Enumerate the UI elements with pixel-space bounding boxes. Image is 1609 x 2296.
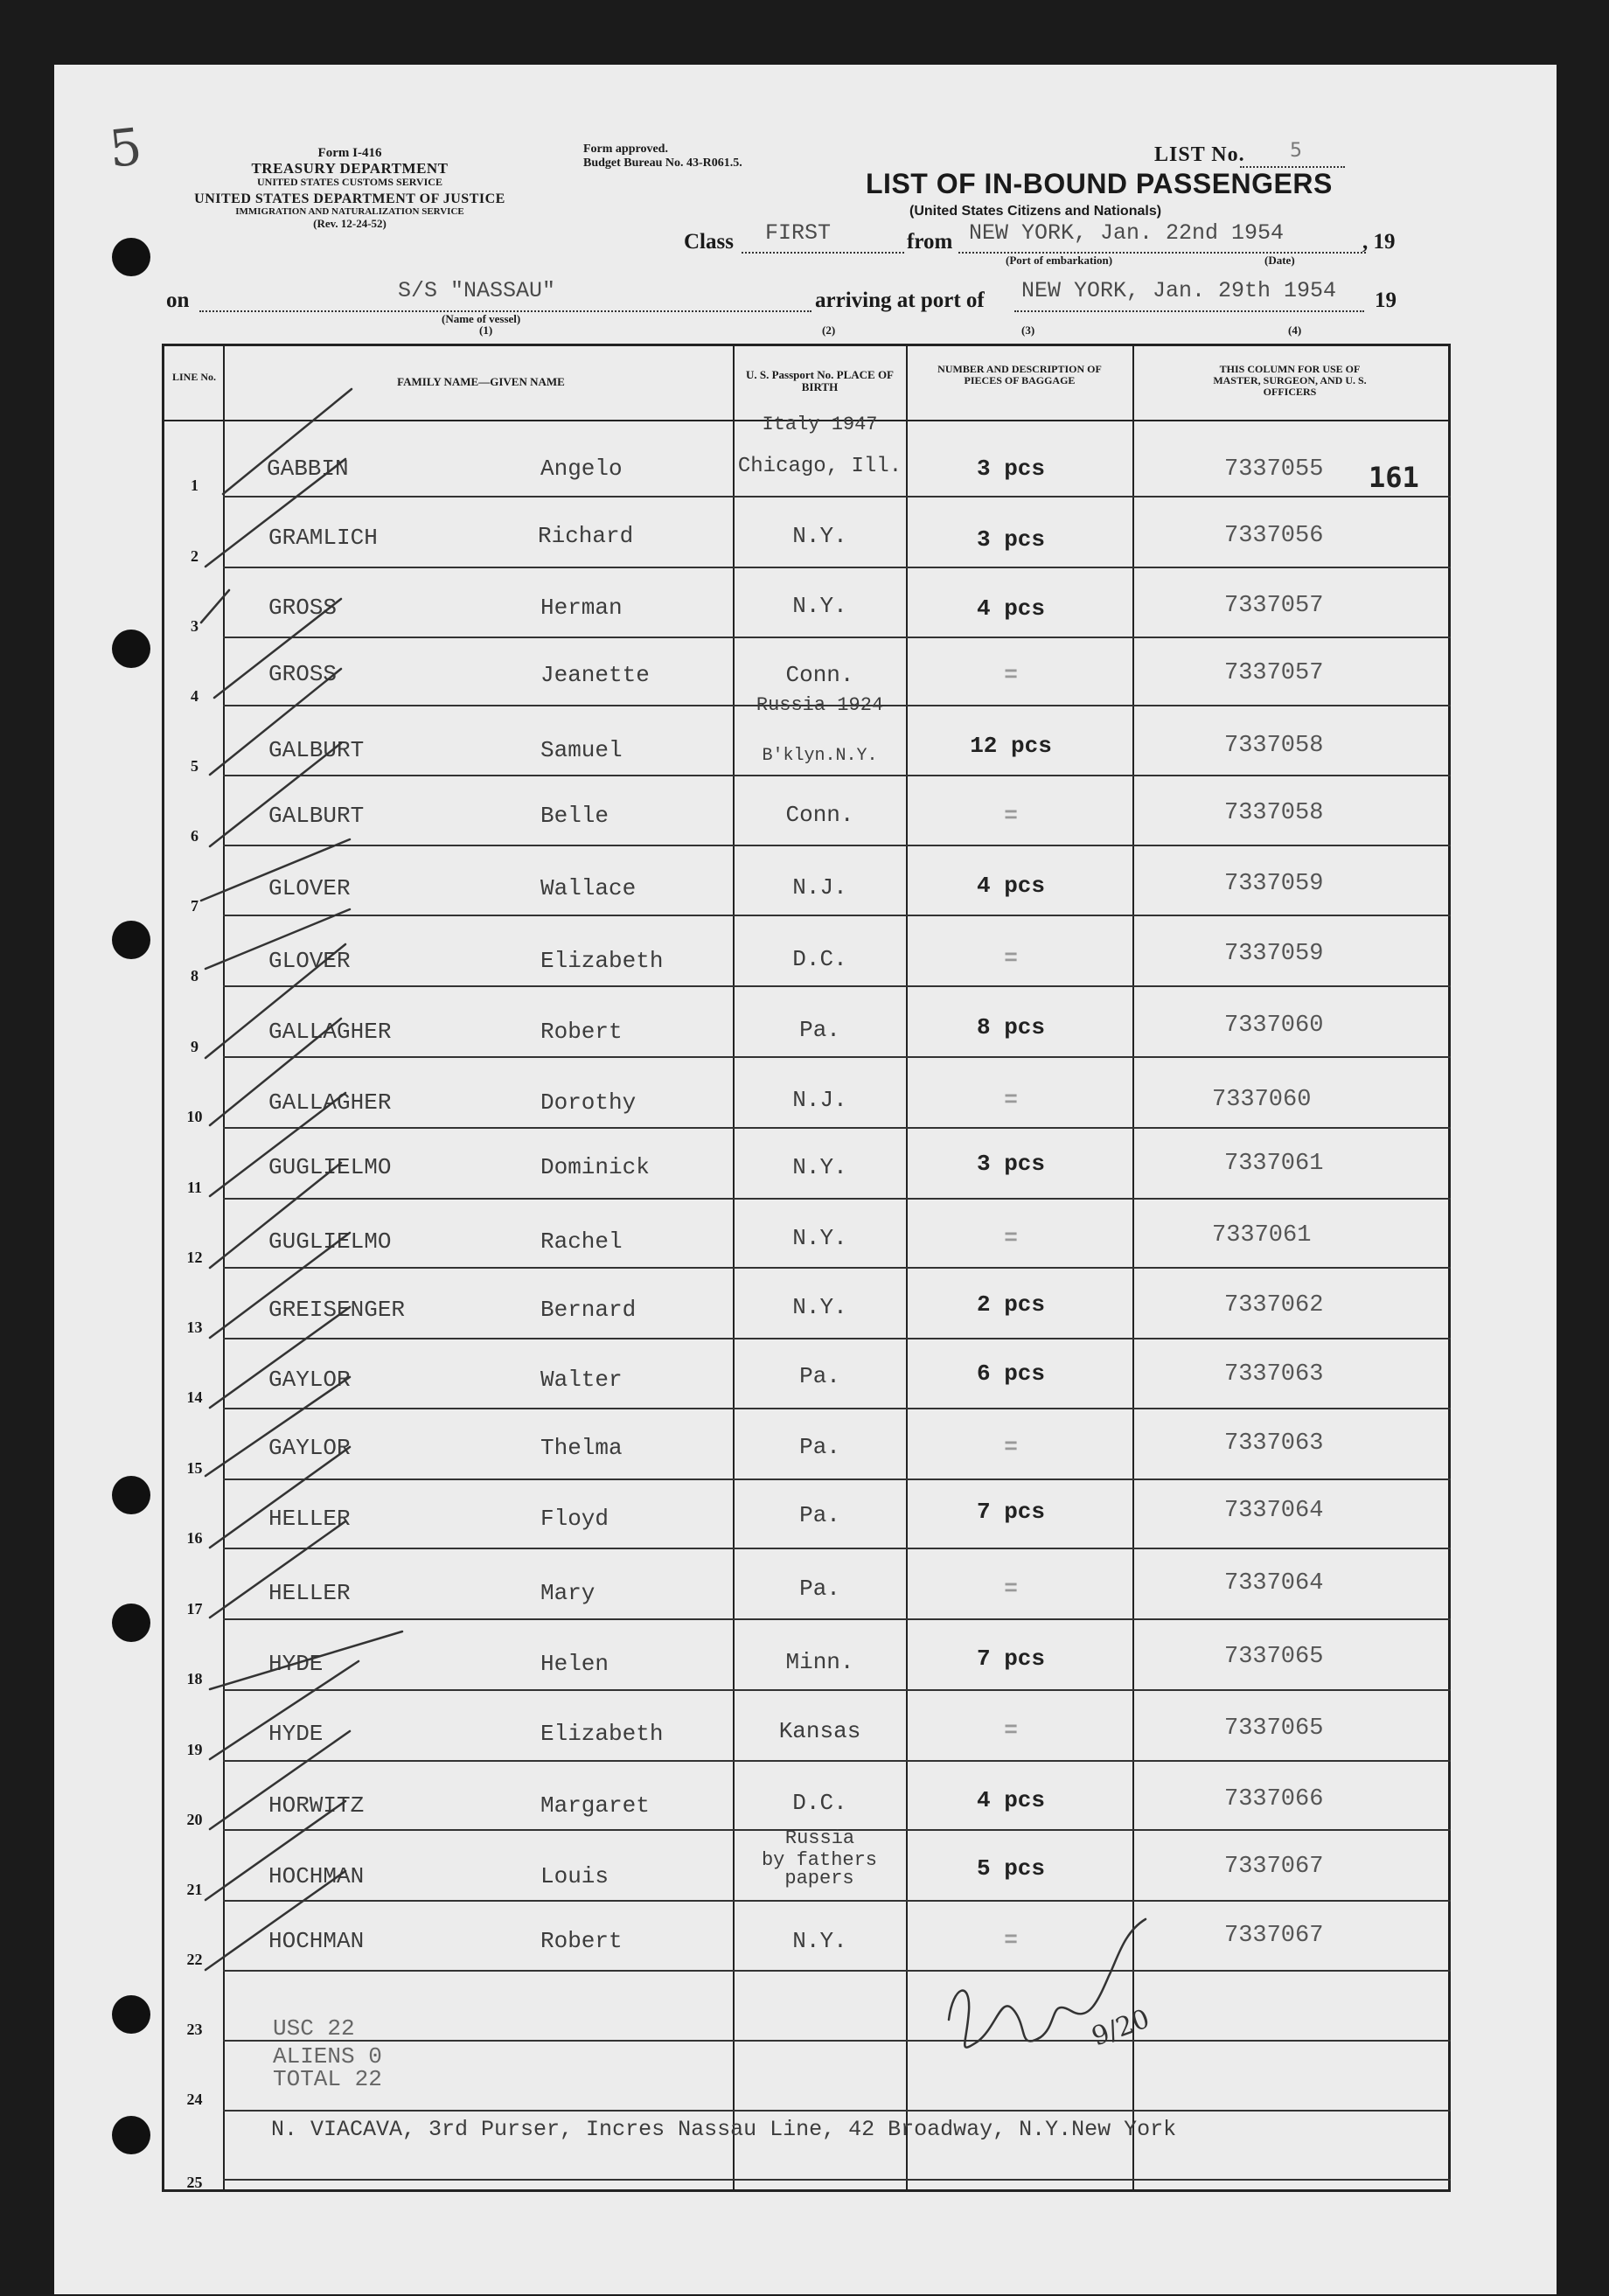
baggage: = [1004,1717,1018,1743]
line-number: 9 [191,1038,199,1055]
embarkation-value: NEW YORK, Jan. 22nd 1954 [969,220,1285,246]
baggage: 6 pcs [976,1360,1045,1387]
customs-service: UNITED STATES CUSTOMS SERVICE [257,175,442,188]
year-suffix-2: 19 [1375,289,1397,312]
line-number: 22 [186,1951,203,1968]
baggage: 5 pcs [976,1855,1045,1882]
given-name: Jeanette [540,662,650,688]
given-name: Herman [540,595,623,621]
birth-note: Russia [784,1827,855,1849]
row-rule [223,496,1451,497]
officer-code: 7337057 [1224,593,1324,619]
officer-code: 7337061 [1224,1151,1324,1177]
row-rule [223,1900,1451,1902]
given-name: Wallace [540,875,637,901]
on-label: on [166,289,190,312]
family-name: GRAMLICH [268,525,378,551]
birth-place: D.C. [792,946,847,972]
line-number: 13 [186,1318,203,1336]
given-name: Helen [540,1651,609,1677]
line-number: 5 [191,757,199,775]
vessel-caption: (Name of vessel) [442,312,521,325]
line-number: 4 [191,687,199,705]
line-number: 23 [186,2021,203,2038]
family-name: HOCHMAN [268,1928,365,1954]
row-rule [223,1338,1451,1339]
family-name: GROSS [268,661,338,687]
row-rule [223,1478,1451,1480]
punch-hole [112,1604,150,1642]
line-number: 3 [191,617,199,635]
baggage: = [1004,1434,1018,1460]
row-rule [223,775,1451,776]
col-header-passport: U. S. Passport No. PLACE OF BIRTH [745,368,894,394]
given-name: Richard [538,523,634,549]
given-name: Angelo [540,456,623,482]
baggage: 2 pcs [976,1291,1045,1318]
vessel-name: S/S "NASSAU" [398,278,556,303]
row-rule [223,915,1451,916]
birth-place: N.Y. [792,1154,847,1180]
row-rule [223,2040,1451,2042]
row-rule [223,1408,1451,1409]
officer-code: 7337062 [1224,1292,1324,1318]
birth-place: N.Y. [792,593,847,619]
row-rule [223,1689,1451,1691]
immigration-service: IMMIGRATION AND NATURALIZATION SERVICE [235,205,464,217]
officer-code: 7337065 [1224,1644,1324,1670]
family-name: HYDE [268,1721,324,1747]
officer-code: 7337064 [1224,1498,1324,1524]
baggage: = [1004,1576,1018,1602]
row-rule [223,1970,1451,1972]
class-value: FIRST [765,220,832,246]
form-subtitle: (United States Citizens and Nationals) [909,204,1162,219]
form-approval [583,143,742,170]
family-name: GALBURT [268,803,365,829]
family-name: GALLAGHER [268,1089,392,1116]
officer-code: 7337058 [1224,800,1324,826]
baggage: = [1004,945,1018,971]
column-number-4: (4) [1288,324,1302,337]
baggage: 3 pcs [976,456,1045,482]
family-name: GROSS [268,595,338,621]
birth-place: Chicago, Ill. [737,455,902,478]
given-name: Elizabeth [540,948,664,974]
line-number: 7 [191,897,199,915]
row-rule [223,1056,1451,1058]
given-name: Walter [540,1367,623,1393]
birth-place: B'klyn.N.Y. [762,746,878,766]
officer-code: 7337058 [1224,733,1324,759]
birth-place: Pa. [799,1017,840,1043]
line-number: 11 [186,1179,202,1196]
birth-place: N.J. [792,1087,847,1113]
line-number: 19 [186,1741,203,1758]
aliens-total: ALIENS 0 [273,2043,382,2070]
baggage: 4 pcs [976,595,1045,622]
col-header-name: FAMILY NAME—GIVEN NAME [397,375,565,388]
officer-code: 7337060 [1224,1012,1324,1039]
pencil-page-mark: 5 [106,116,145,179]
list-number-label: LIST No. [1154,143,1245,166]
birth-place: Minn. [785,1649,854,1675]
row-rule [223,637,1451,638]
column-number-2: (2) [822,324,836,337]
given-name: Rachel [540,1228,623,1255]
row-rule [223,985,1451,987]
line-number: 6 [191,827,199,845]
birth-place: Pa. [799,1363,840,1389]
baggage: = [1004,1087,1018,1113]
line-number: 2 [191,547,199,565]
given-name: Elizabeth [540,1721,664,1747]
port-caption: (Port of embarkation) [1006,254,1113,267]
family-name: HORWITZ [268,1792,365,1819]
given-name: Dominick [540,1154,650,1180]
officer-code: 7337065 [1224,1715,1324,1742]
officer-code: 7337067 [1224,1923,1324,1949]
birth-place: N.Y. [792,523,847,549]
officer-code: 7337064 [1224,1570,1324,1597]
form-title: LIST OF IN-BOUND PASSENGERS [866,168,1333,199]
usc-total: USC 22 [273,2015,355,2042]
line-number: 20 [186,1811,203,1828]
officer-code: 7337061 [1212,1222,1312,1249]
from-label: from [907,230,953,254]
officer-code: 7337057 [1224,660,1324,686]
baggage: 12 pcs [970,733,1052,759]
baggage: 3 pcs [976,526,1045,553]
family-name: GALBURT [268,737,365,763]
row-rule [223,845,1451,846]
family-name: GUGLIELMO [268,1228,392,1255]
birth-place: Pa. [799,1502,840,1528]
punch-hole [112,2116,150,2154]
grand-total: TOTAL 22 [273,2066,382,2092]
department-of-justice: UNITED STATES DEPARTMENT OF JUSTICE [194,191,505,207]
birth-place: Conn. [785,802,854,828]
baggage: = [1004,803,1018,829]
birth-place: N.Y. [792,1294,847,1320]
family-name: HELLER [268,1506,351,1532]
birth-place: Pa. [799,1434,840,1460]
row-rule [223,2179,1451,2181]
punch-hole [112,630,150,668]
birth-place: Conn. [785,662,854,688]
birth-note: Russia 1924 [756,694,884,716]
given-name: Samuel [540,737,623,763]
family-name: GUGLIELMO [268,1154,392,1180]
line-number: 12 [186,1249,203,1266]
family-name: GAYLOR [268,1435,351,1461]
form-number: Form I-416 [317,146,382,160]
given-name: Louis [540,1863,609,1889]
line-number: 1 [191,477,199,494]
family-name: HYDE [268,1651,324,1677]
officer-code: 7337060 [1212,1087,1312,1113]
officer-code: 7337059 [1224,871,1324,897]
family-name: HOCHMAN [268,1863,365,1889]
baggage: = [1004,662,1018,688]
baggage: 4 pcs [976,873,1045,899]
signature-note: 9/20 [1088,2003,1154,2053]
birth-place: D.C. [792,1790,847,1816]
officer-annotation: 161 [1369,461,1419,494]
line-number: 18 [186,1670,203,1687]
row-rule [223,2110,1451,2112]
class-label: Class [684,230,734,254]
officer-code: 7337067 [1224,1854,1324,1880]
officer-code: 7337063 [1224,1430,1324,1457]
class-line [742,252,904,254]
punch-hole [112,921,150,959]
row-rule [223,1618,1451,1620]
line-number: 17 [186,1600,203,1618]
row-rule [223,1548,1451,1549]
column-number-1: (1) [479,324,493,337]
given-name: Bernard [540,1297,637,1323]
officer-code: 7337063 [1224,1361,1324,1388]
row-rule [223,1267,1451,1269]
row-rule [223,567,1451,568]
line-number: 21 [186,1881,203,1898]
family-name: GLOVER [268,875,351,901]
baggage: = [1004,1927,1018,1953]
baggage: 4 pcs [976,1787,1045,1813]
given-name: Robert [540,1928,623,1954]
arriving-label: arriving at port of [815,289,985,312]
date-caption: (Date) [1264,254,1295,267]
col-header-officers: THIS COLUMN FOR USE OF MASTER, SURGEON, AND U. S. OFFICERS [1213,363,1367,399]
arrival-value: NEW YORK, Jan. 29th 1954 [1021,278,1337,303]
list-number-value: 5 [1290,140,1302,162]
purser-line: N. VIACAVA, 3rd Purser, Incres Nassau Line, 42 Broadway, N.Y.New York [271,2117,1177,2142]
given-name: Floyd [540,1506,609,1532]
arrival-line [1014,310,1364,312]
officer-code: 7337056 [1224,523,1324,549]
family-name: HELLER [268,1580,351,1606]
birth-note: Italy 1947 [762,414,878,435]
birth-place: N.Y. [792,1928,847,1954]
given-name: Robert [540,1019,623,1045]
punch-hole [112,1995,150,2034]
baggage: 7 pcs [976,1499,1045,1525]
agency-header [157,147,542,229]
birth-place: Pa. [799,1576,840,1602]
row-rule [223,1760,1451,1762]
punch-hole [112,1476,150,1514]
officer-code: 7337055 [1224,456,1324,483]
birth-place: by fathers papers [761,1849,878,1889]
treasury-department: TREASURY DEPARTMENT [251,159,449,177]
family-name: GALLAGHER [268,1019,392,1045]
line-number: 8 [191,967,199,984]
line-number: 10 [186,1108,203,1125]
form-revision: (Rev. 12-24-52) [313,216,387,230]
line-number: 16 [186,1529,203,1547]
form-approved-label: Form approved. [583,143,668,156]
line-number: 15 [186,1459,203,1477]
officer-code: 7337059 [1224,941,1324,967]
given-name: Mary [540,1580,596,1606]
birth-place: N.Y. [792,1225,847,1251]
row-rule [223,1127,1451,1129]
column-number-3: (3) [1021,324,1035,337]
given-name: Margaret [540,1792,650,1819]
baggage: 7 pcs [976,1645,1045,1672]
line-number: 14 [186,1388,203,1406]
col-header-baggage: NUMBER AND DESCRIPTION OF PIECES OF BAGGAGE [937,363,1102,387]
birth-place: Kansas [778,1718,861,1744]
given-name: Thelma [540,1435,623,1461]
birth-place: N.J. [792,874,847,901]
baggage: 3 pcs [976,1151,1045,1177]
baggage: 8 pcs [976,1014,1045,1040]
col-header-line: LINE No. [171,371,216,383]
budget-bureau-number: Budget Bureau No. 43-R061.5. [583,157,742,170]
family-name: GABBIN [267,456,349,482]
family-name: GREISENGER [268,1297,406,1323]
officer-code: 7337066 [1224,1786,1324,1812]
line-number: 24 [186,2091,203,2108]
line-number: 25 [186,2174,203,2191]
punch-hole [112,238,150,276]
given-name: Dorothy [540,1089,637,1116]
given-name: Belle [540,803,609,829]
family-name: GLOVER [268,948,351,974]
row-rule [223,1198,1451,1200]
baggage: = [1004,1225,1018,1251]
year-suffix: , 19 [1362,230,1396,254]
family-name: GAYLOR [268,1367,351,1393]
